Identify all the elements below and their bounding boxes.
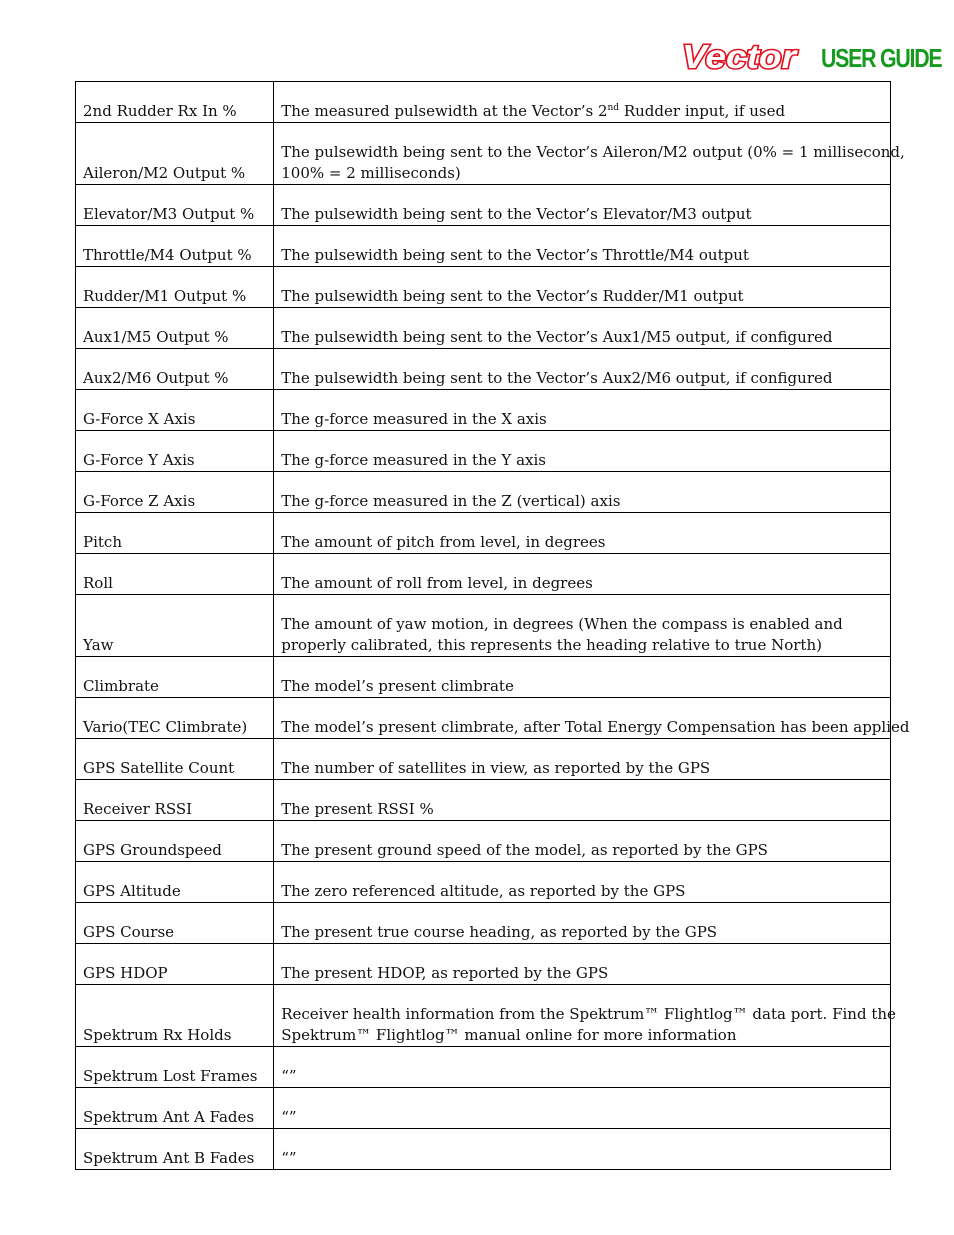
table-row [76, 698, 891, 739]
row-description: The pulsewidth being sent to the Vector’s Elevator/M3 output [274, 185, 891, 226]
table-row [76, 1129, 891, 1170]
row-name: Throttle/M4 Output % [76, 226, 274, 267]
table-row [76, 513, 891, 554]
row-name: GPS Groundspeed [76, 821, 274, 862]
row-description: The present HDOP, as reported by the GPS [274, 944, 891, 985]
row-description: The model’s present climbrate, after Total Energy Compensation has been applied [274, 698, 891, 739]
vector-logo [680, 40, 800, 74]
row-name: Receiver RSSI [76, 780, 274, 821]
row-name: Aux2/M6 Output % [76, 349, 274, 390]
row-description: The g-force measured in the X axis [274, 390, 891, 431]
table-row [76, 1047, 891, 1088]
table-row [76, 554, 891, 595]
row-name: Aileron/M2 Output % [76, 123, 274, 185]
table-row [76, 226, 891, 267]
row-description: The model’s present climbrate [274, 657, 891, 698]
user-guide-title: USER GUIDE [821, 43, 942, 73]
table-row [76, 862, 891, 903]
table-row [76, 123, 891, 185]
row-description: The present RSSI % [274, 780, 891, 821]
page-header [680, 40, 942, 76]
row-description: The g-force measured in the Z (vertical) axis [274, 472, 891, 513]
table-row [76, 82, 891, 123]
table-row [76, 821, 891, 862]
row-description: The pulsewidth being sent to the Vector’s Aux2/M6 output, if configured [274, 349, 891, 390]
table-row [76, 595, 891, 657]
table-row [76, 431, 891, 472]
row-name: Spektrum Lost Frames [76, 1047, 274, 1088]
table-row [76, 185, 891, 226]
table-row [76, 308, 891, 349]
row-description: The pulsewidth being sent to the Vector’s Rudder/M1 output [274, 267, 891, 308]
row-name: 2nd Rudder Rx In % [76, 82, 274, 123]
row-name: Rudder/M1 Output % [76, 267, 274, 308]
row-description: The measured pulsewidth at the Vector’s 2nd Rudder input, if used [274, 82, 891, 123]
row-description: “” [274, 1047, 891, 1088]
row-description: The g-force measured in the Y axis [274, 431, 891, 472]
table-row [76, 472, 891, 513]
row-description: The present true course heading, as reported by the GPS [274, 903, 891, 944]
row-name: Elevator/M3 Output % [76, 185, 274, 226]
row-name: G-Force Y Axis [76, 431, 274, 472]
row-name: Climbrate [76, 657, 274, 698]
row-name: GPS Course [76, 903, 274, 944]
row-name: Aux1/M5 Output % [76, 308, 274, 349]
row-name: G-Force Z Axis [76, 472, 274, 513]
row-name: GPS Satellite Count [76, 739, 274, 780]
table-row [76, 267, 891, 308]
row-name: Spektrum Ant B Fades [76, 1129, 274, 1170]
table-row [76, 903, 891, 944]
telemetry-table [75, 81, 910, 1170]
row-description: The amount of roll from level, in degrees [274, 554, 891, 595]
row-description: The pulsewidth being sent to the Vector’s Aux1/M5 output, if configured [274, 308, 891, 349]
row-description: The zero referenced altitude, as reported by the GPS [274, 862, 891, 903]
row-name: G-Force X Axis [76, 390, 274, 431]
row-name: Vario(TEC Climbrate) [76, 698, 274, 739]
row-description: The pulsewidth being sent to the Vector’s Aileron/M2 output (0% = 1 millisecond, 100% = 2 milliseconds) [274, 123, 891, 185]
table-row [76, 657, 891, 698]
table-row [76, 1088, 891, 1129]
row-name: Pitch [76, 513, 274, 554]
row-description: The pulsewidth being sent to the Vector’s Throttle/M4 output [274, 226, 891, 267]
row-description: The amount of pitch from level, in degrees [274, 513, 891, 554]
row-name: Spektrum Ant A Fades [76, 1088, 274, 1129]
row-name: Roll [76, 554, 274, 595]
table-row [76, 944, 891, 985]
svg-text:Vector: Vector [682, 40, 799, 74]
row-name: Spektrum Rx Holds [76, 985, 274, 1047]
row-description: “” [274, 1088, 891, 1129]
table-row [76, 349, 891, 390]
table-row [76, 985, 891, 1047]
row-description: The number of satellites in view, as reported by the GPS [274, 739, 891, 780]
row-description: The amount of yaw motion, in degrees (When the compass is enabled and properly calibrated, this represents the heading relative to true North) [274, 595, 891, 657]
table-row [76, 390, 891, 431]
row-description: The present ground speed of the model, as reported by the GPS [274, 821, 891, 862]
row-description: Receiver health information from the Spektrum™ Flightlog™ data port. Find the Spektrum™ Flightlog™ manual online for more information [274, 985, 891, 1047]
table-row [76, 780, 891, 821]
row-name: GPS HDOP [76, 944, 274, 985]
table-row [76, 739, 891, 780]
row-description: “” [274, 1129, 891, 1170]
row-name: Yaw [76, 595, 274, 657]
row-name: GPS Altitude [76, 862, 274, 903]
